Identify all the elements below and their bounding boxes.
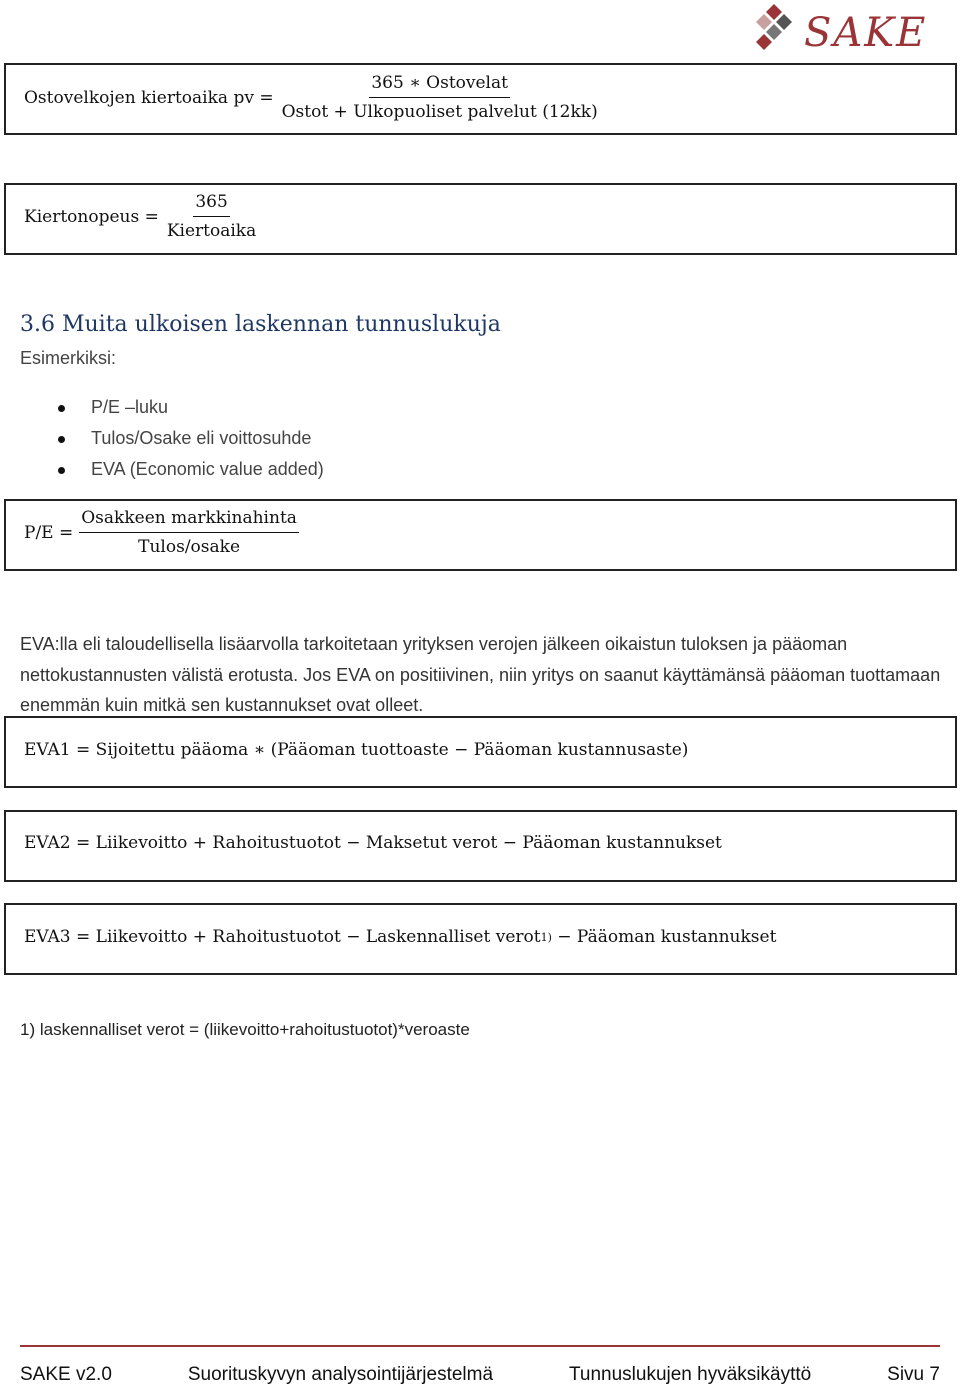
section-intro: Esimerkiksi: xyxy=(20,348,117,368)
footer-divider xyxy=(20,1345,940,1347)
formula-box-kiertonopeus xyxy=(4,183,957,255)
fraction-denominator: Kiertoaika xyxy=(166,221,257,241)
fraction xyxy=(79,508,299,557)
formula-lhs: Ostovelkojen kiertoaika pv = xyxy=(24,87,274,108)
formula-lhs: P/E = xyxy=(24,522,74,543)
list-item: EVA (Economic value added) xyxy=(58,459,324,490)
formula-pe xyxy=(24,508,299,557)
bullet-list xyxy=(58,397,324,490)
fraction-denominator: Ostot + Ulkopuoliset palvelut (12kk) xyxy=(281,102,598,122)
formula-box-pe xyxy=(4,499,957,571)
fraction-numerator: 365 xyxy=(193,192,229,217)
sake-logo-mark-icon xyxy=(752,2,802,62)
formula-kiertonopeus xyxy=(24,192,258,241)
sake-logo xyxy=(752,2,938,62)
footer-chapter: Tunnuslukujen hyväksikäyttö xyxy=(568,1364,812,1385)
formula-eva3-main: EVA3 = Liikevoitto + Rahoitustuotot − Laskennalliset verot xyxy=(24,927,541,947)
formula-box-eva3 xyxy=(4,903,957,975)
formula-eva2: EVA2 = Liikevoitto + Rahoitustuotot − Maksetut verot − Pääoman kustannukset xyxy=(24,833,722,853)
footer-system: Suorituskyvyn analysointijärjestelmä xyxy=(187,1364,494,1385)
formula-ostovelkojen xyxy=(24,73,600,122)
formula-box-ostovelkojen xyxy=(4,63,957,135)
formula-eva3-tail: − Pääoman kustannukset xyxy=(551,927,777,947)
footnote-marker: 1) xyxy=(540,930,552,944)
footer-page-number: Sivu 7 xyxy=(887,1364,940,1385)
fraction-numerator: Osakkeen markkinahinta xyxy=(79,508,299,533)
formula-eva3 xyxy=(24,927,776,947)
logo-text: SAKE xyxy=(804,10,928,56)
page-footer xyxy=(20,1364,940,1386)
eva-description: EVA:lla eli taloudellisella lisäarvolla tarkoitetaan yrityksen verojen jälkeen oikaistun tuloksen ja pääoman nettokustannusten välistä erotusta. Jos EVA on positiivinen, niin yritys on saanut käyttämänsä pääoman tuottamaan enemmän kuin mitkä sen kustannukset ovat olleet. xyxy=(20,634,941,715)
list-item: P/E –luku xyxy=(58,397,324,428)
formula-box-eva2 xyxy=(4,810,957,882)
fraction-numerator: 365 ∗ Ostovelat xyxy=(369,73,510,98)
fraction xyxy=(165,192,258,241)
formula-lhs: Kiertonopeus = xyxy=(24,206,159,227)
formula-box-eva1 xyxy=(4,716,957,788)
list-item: Tulos/Osake eli voittosuhde xyxy=(58,428,324,459)
fraction-denominator: Tulos/osake xyxy=(138,537,241,557)
footer-version: SAKE v2.0 xyxy=(20,1364,112,1385)
section-heading: 3.6 Muita ulkoisen laskennan tunnuslukuja xyxy=(20,312,501,337)
fraction xyxy=(280,73,600,122)
footnote: 1) laskennalliset verot = (liikevoitto+rahoitustuotot)*veroaste xyxy=(20,1020,470,1039)
formula-eva1: EVA1 = Sijoitettu pääoma ∗ (Pääoman tuottoaste − Pääoman kustannusaste) xyxy=(24,740,689,760)
